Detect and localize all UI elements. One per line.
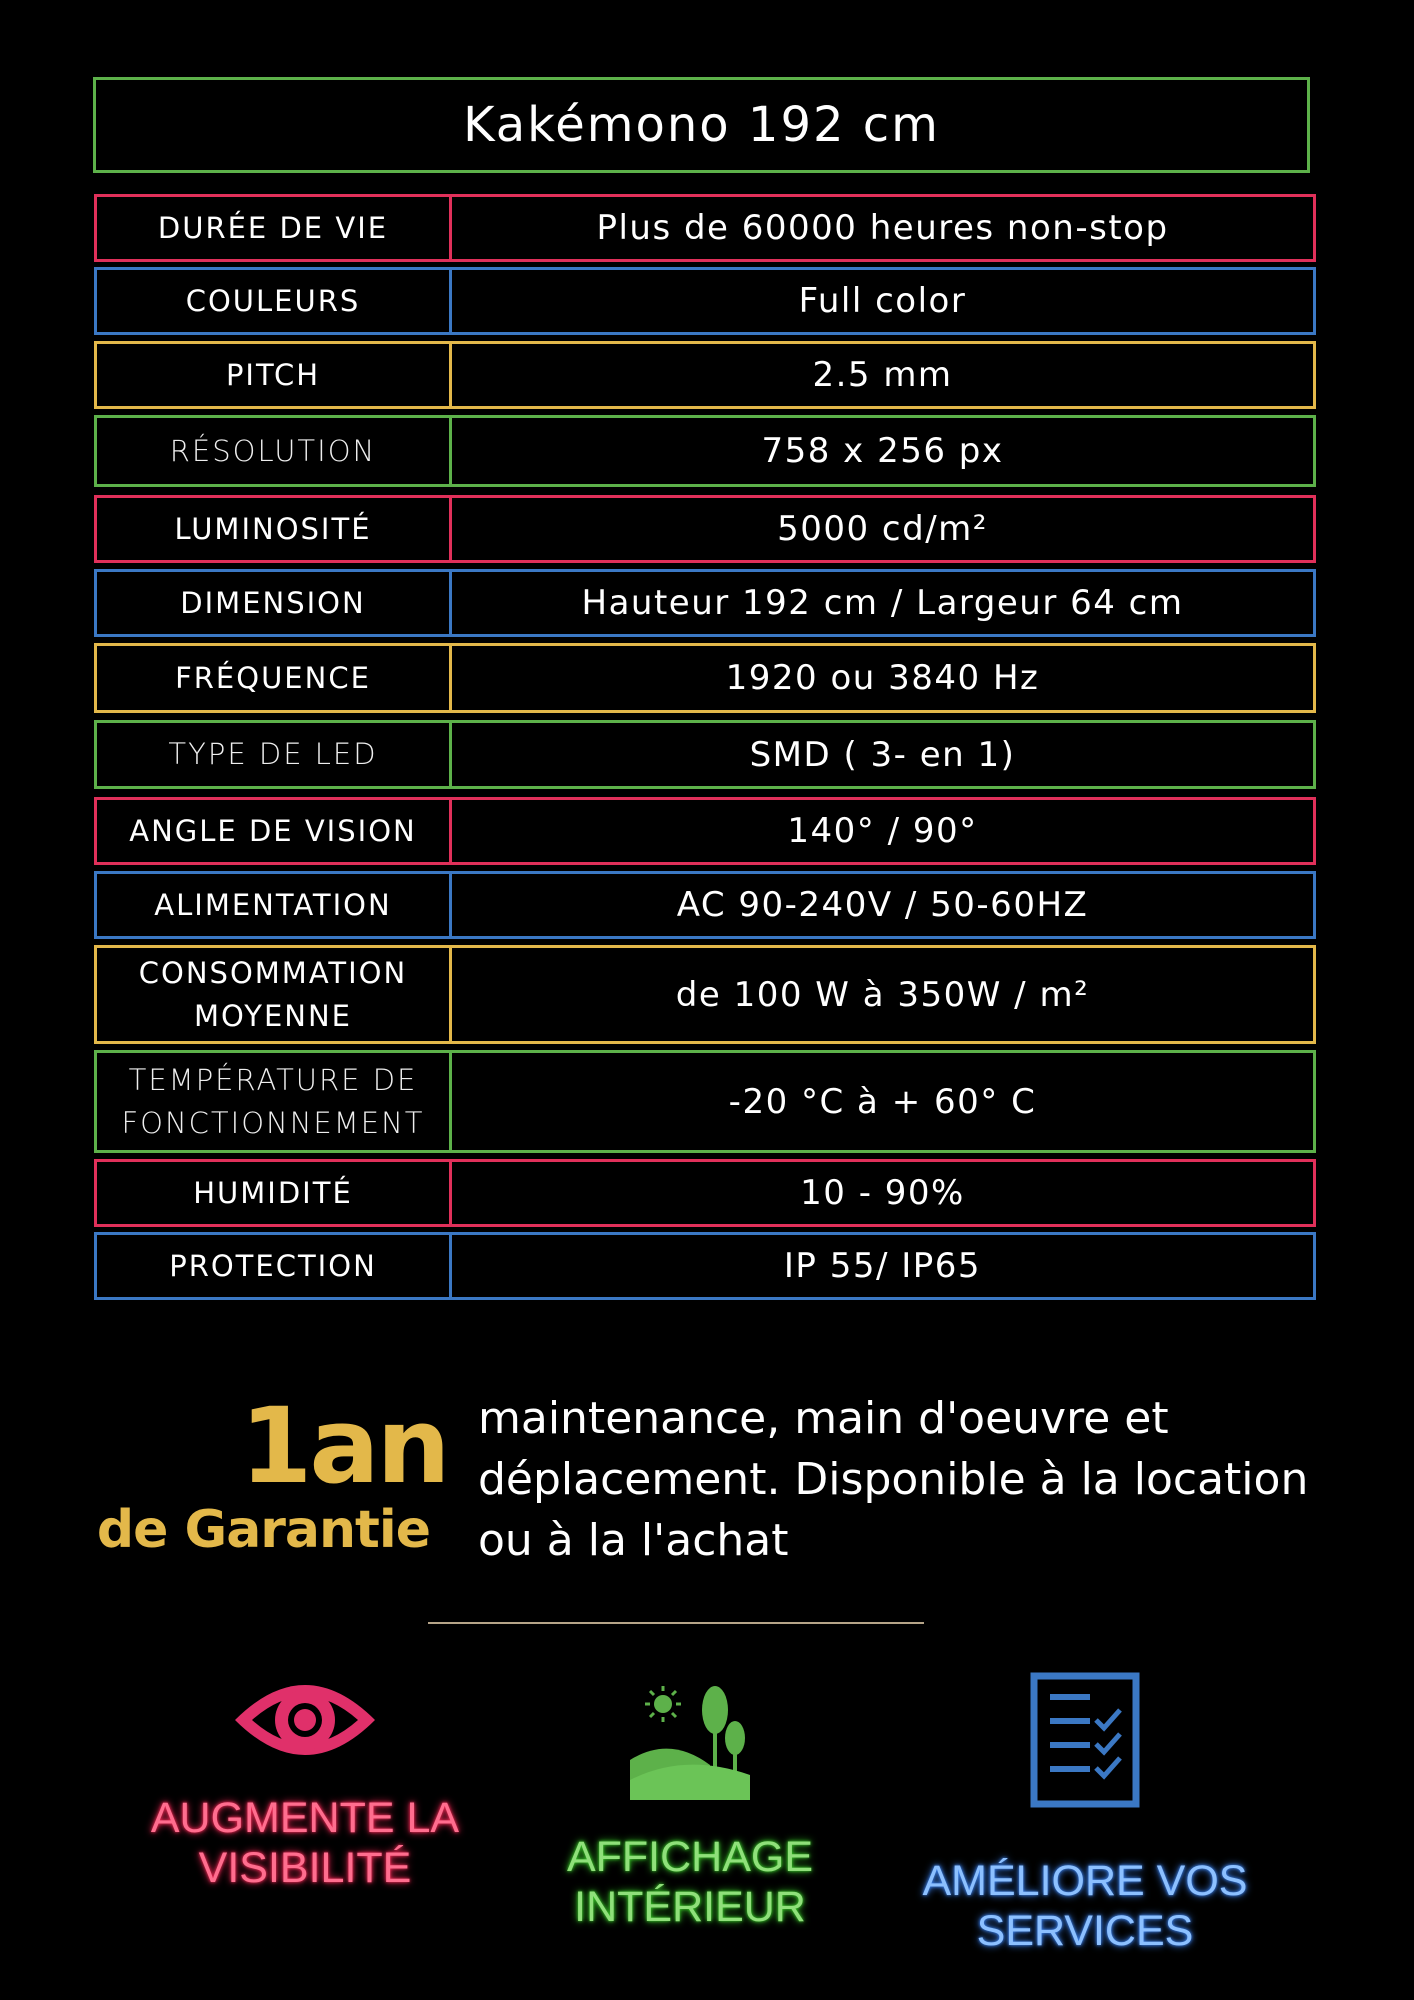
spec-value: Hauteur 192 cm / Largeur 64 cm [449,572,1313,634]
spec-value: IP 55/ IP65 [449,1235,1313,1297]
spec-label: ANGLE DE VISION [129,813,417,848]
spec-value: 1920 ou 3840 Hz [449,646,1313,710]
spec-label: TYPE DE LED [168,737,378,772]
spec-label: DIMENSION [180,585,366,620]
spec-value: 2.5 mm [449,344,1313,406]
spec-label: RÉSOLUTION [169,433,377,468]
warranty-label: de Garantie [96,1500,430,1560]
spec-value: de 100 W à 350W / m² [449,948,1313,1041]
spec-row-frequence [94,643,1316,713]
warranty-number: 1an [240,1385,448,1507]
spec-label: PROTECTION [169,1248,377,1283]
spec-label: HUMIDITÉ [193,1175,353,1210]
spec-row-couleurs [94,267,1316,335]
spec-value: AC 90-240V / 50-60HZ [449,874,1313,936]
spec-label: PITCH [225,357,321,392]
spec-row-alimentation [94,871,1316,939]
landscape-icon [625,1680,755,1810]
feature-services [905,1672,1265,1956]
spec-row-dimension [94,569,1316,637]
feature-caption-line1: AMÉLIORE VOS [922,1857,1248,1905]
spec-value: -20 °C à + 60° C [449,1053,1313,1150]
divider [428,1622,924,1624]
feature-caption-line2: INTÉRIEUR [574,1883,806,1931]
feature-caption-line2: SERVICES [976,1907,1194,1955]
spec-value: 10 - 90% [449,1162,1313,1224]
spec-value: 758 x 256 px [449,418,1313,484]
warranty-description: maintenance, main d'oeuvre et déplacement. Disponible à la location ou à la l'achat [478,1393,1309,1566]
feature-caption-line1: AUGMENTE LA [150,1794,460,1842]
spec-label: ALIMENTATION [154,887,392,922]
spec-row-type-led [94,720,1316,789]
spec-value: 140° / 90° [449,800,1313,862]
spec-row-temperature [94,1050,1316,1153]
spec-value: Full color [449,270,1313,332]
spec-row-protection [94,1232,1316,1300]
checklist-icon [1030,1672,1140,1808]
eye-icon [230,1665,380,1775]
spec-row-resolution [94,415,1316,487]
spec-row-luminosite [94,495,1316,563]
spec-label: COULEURS [185,283,361,318]
spec-row-angle [94,797,1316,865]
spec-row-humidite [94,1159,1316,1227]
spec-label: LUMINOSITÉ [174,511,372,546]
page-title: Kakémono 192 cm [93,77,1310,173]
spec-label: FRÉQUENCE [175,660,371,695]
spec-row-consommation [94,945,1316,1044]
spec-value: Plus de 60000 heures non-stop [449,197,1313,259]
spec-label: DURÉE DE VIE [157,210,389,245]
feature-caption-line2: VISIBILITÉ [198,1844,412,1892]
spec-value: 5000 cd/m² [449,498,1313,560]
feature-indoor-display [535,1680,845,1932]
spec-row-duree [94,194,1316,262]
spec-label: CONSOMMATION MOYENNE [138,956,408,1033]
feature-caption-line1: AFFICHAGE [566,1833,814,1881]
feature-visibility [130,1665,480,1893]
spec-value: SMD ( 3- en 1) [449,723,1313,786]
spec-label: TEMPÉRATURE DE FONCTIONNEMENT [121,1063,425,1140]
spec-row-pitch [94,341,1316,409]
